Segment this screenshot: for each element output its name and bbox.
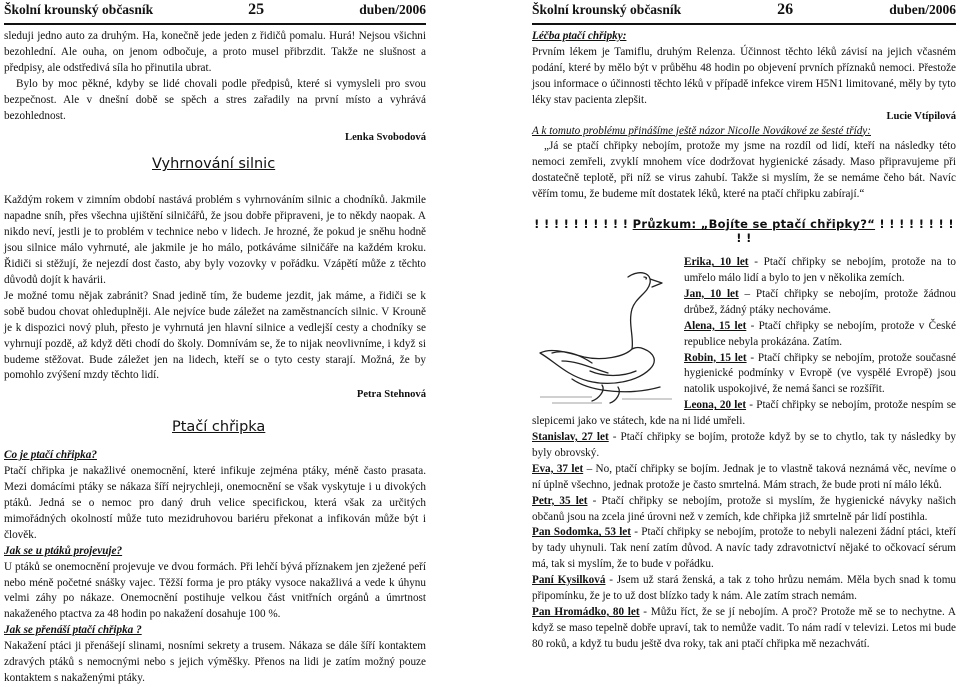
respondent-answer: - Ptačí chřipky se nebojím, protože v České republice nebyla prokázána. Zatím.: [684, 319, 956, 348]
article-snow-paragraph-1: Každým rokem v zimním období nastává problém s vyhrnováním silnic a chodníků. Jakmile napadne sníh, přes všechna ujištění silničářů, že jsou dobře připraveni, je to někdy naopak. A nikdo neví, jestli je to problém v technice nebo v lidech. Je hrozné, že pokud je sněhu hodně jsou silnice málo vyhrnuté, ale jakmile je ho málo, potkáváme silničáře na každém kroku. Řidiči si stěžují, že nejezdí dost často, aby byly vozovky v pořádku. Vzápětí může z těchto důvodů dojít k havárii.: [4, 194, 426, 286]
respondent-answer: - Ptačí chřipky se bojím, protože když by se to chytlo, tak ty následky by byly obrovský.: [532, 431, 956, 459]
article-title-flu: [4, 418, 426, 436]
respondent-answer: - Můžu říct, že se jí nebojím. A proč? Protože mě se to nechytne. A když se maso tepelně dobře upraví, tak to nemůže vadit. To nám radí v televizi. Letos mi bude 80 roků, a když tu budu ještě dva roky, tak ani ptačí chřipka mě nezachvátí.: [532, 606, 956, 650]
respondent-name: Petr, 35 let: [532, 494, 588, 507]
article-snow-paragraph-2: Je možné tomu nějak zabránit? Snad jedině tím, že budeme jezdit, jak máme, a řidiči se k sobě budou chovat ohleduplněji. Ale nejvíce bude záležet na zaměstnancích silnic. V Krouně je k dispozici nový pluh, přesto je vyhrnutá jen hlavní silnice a vedlejší cesty a chodníky se vyhrnují pozdě, až když děti chodí do školy. Domnívám se, že to nijak neovlivníme, i když si budeme stěžovat. Bude záležet jen na lidech, kteří se o tyto cesty starají. Možná, že by pomohlo zvýšení mzdy těchto lidí.: [4, 289, 426, 382]
respondent-name: Eva, 37 let: [532, 462, 584, 475]
respondent-name: Paní Kysilková: [532, 574, 606, 587]
question-symptoms: Jak se u ptáků projevuje?: [4, 544, 123, 557]
page-number: 25: [248, 1, 265, 18]
question-what-is: Co je ptačí chřipka?: [4, 449, 97, 462]
respondent-name: Pan Sodomka, 53 let: [532, 526, 631, 539]
opinion-quote: „Já se ptačí chřipky nebojím, protože my jsme na rozdíl od lidí, kteří na následky této nemoci zemřeli, zvyklí mnohem více dodržovat hygienické zásady. Maso připravujeme při dostatečně teplotě, při níž se virus zahubí. Takže si myslím, že se nemáme čeho bát. Navíc věřím tomu, že budeme mít dostatek léků, které na ptačí chřipku zabírají.“: [532, 140, 956, 201]
respondent-answer: - Ptačí chřipky se nebojím, protože to nebyli nalezeni žádní ptáci, kteří by tady uhynuli. Tak není zatím důvod. A navíc tady zdravotnictví nějaké to očkovací sérum má, tak si myslím, že to bude v pořádku.: [532, 526, 956, 571]
survey-heading: [532, 217, 956, 245]
header-rule-right: [532, 23, 956, 25]
answer-what-is: Ptačí chřipka je nakažlivé onemocnění, které infikuje zejména ptáky, méně často prasata. Mezi domácími ptáky se nákaza šíří nejrychleji, onemocnění se však vyskytuje i u divokých ptáků. Jedná se o nemoc pro daný druh velice specifickou, která však za určitých mimořádných okolností může tuto mezidruhovou bariéru překonat a infikován může být i člověk.: [4, 465, 426, 541]
intro-paragraph-1: sleduji jedno auto za druhým. Ha, konečně jede jeden z řidičů pomalu. Hurá! Nejsou všichni bezohlední. Ale ouha, on jenom odbočuje, a proto musel přibrzdit. Takže ne slušnost a předpisy, ale odstředivá síla ho přinutila ubrat.: [4, 30, 426, 74]
respondent-name: Stanislav, 27 let: [532, 431, 609, 444]
respondent-name: Pan Hromádko, 80 let: [532, 606, 640, 618]
issue-date-right: duben/2006: [889, 2, 956, 17]
author-petra: Petra Stehnová: [356, 389, 426, 401]
page-header-right: [532, 0, 956, 21]
left-page: [0, 0, 434, 684]
header-rule: [4, 23, 426, 25]
answer-symptoms: U ptáků se onemocnění projevuje ve dvou formách. Při lehčí bývá příznakem jen zježené peří nebo méně početné snášky vajec. Těžší forma je pro ptáky vysoce nakažlivá a vede k úhynu velmi záhy po nákaze. Onemocnění postihuje velkou část vnitřních orgánů a úmrtnost nakaženého ptactva za 48 hodin po nakažení dosahuje 100 %.: [4, 560, 426, 621]
article-title-flu-text: Ptačí chřipka: [172, 419, 266, 436]
right-page: [532, 0, 960, 675]
respondent-name: Alena, 15 let: [684, 319, 747, 332]
article-title-snow: [4, 155, 426, 173]
survey-answer: [532, 573, 956, 605]
answer-treatment: Prvním lékem je Tamiflu, druhým Relenza. Účinnost těchto léků závisí na jejich včasném podání, které by mělo být v průběhu 48 hodin po objevení prvních příznaků nemoci. Přestože jsou informace o účinnosti těchto léků v případě infekce virem H5N1 limitované, měly by tyto léky stav pacienta zlepšit.: [532, 45, 956, 106]
respondent-answer: - Ptačí chřipky se nebojím, protože si myslím, že hygienické návyky našich občanů jsou na zcela jiné úrovni než v zemích, kde chřipka již smrtelně pár lidí postihla.: [532, 494, 957, 523]
question-transmission: Jak se přenáší ptačí chřipka ?: [4, 624, 142, 637]
newspaper-title-right: Školní krounský občasník: [532, 2, 682, 17]
respondent-name: Robin, 15 let: [684, 351, 747, 364]
respondent-answer: – Ptačí chřipky se nebojím, protože žádnou drůbež, žádný ptáky nechováme.: [684, 287, 956, 316]
survey-exclaim-right: ! ! ! ! ! ! ! ! ! !: [736, 217, 954, 246]
survey-answer: [532, 605, 956, 653]
survey-answers: [532, 255, 956, 653]
author-lucie: Lucie Vtípilová: [886, 110, 956, 122]
opinion-intro: A k tomuto problému přinášíme ještě názor Nicolle Novákové ze šesté třídy:: [532, 124, 871, 137]
respondent-answer: – No, ptačí chřipky se bojím. Jednak je to vlastně taková neznámá věc, nevíme o ní úplně všechno, jednak protože je často smrtelná. Mám strach, že bude proti ní málo léků.: [532, 462, 956, 491]
survey-answer: [532, 494, 956, 526]
page-header: [4, 0, 426, 21]
question-treatment: Léčba ptačí chřipky:: [532, 30, 627, 42]
respondent-name: Leona, 20 let: [684, 399, 747, 412]
issue-date: duben/2006: [359, 2, 426, 17]
newspaper-title: Školní krounský občasník: [4, 2, 154, 17]
swan-illustration-icon: [532, 257, 678, 407]
page-number-right: 26: [777, 1, 794, 18]
survey-title: Průzkum: „Bojíte se ptačí chřipky?“: [632, 217, 876, 232]
respondent-name: Erika, 10 let: [684, 256, 749, 269]
intro-paragraph-2: Bylo by moc pěkné, kdyby se lidé chovali podle předpisů, které si vymysleli pro svou bezpečnost. Ale v dnešní době se spěch a stres zařadily na první místo a vyhrává bezohlednost.: [4, 77, 426, 122]
article-title-snow-text: Vyhrnování silnic: [152, 156, 276, 173]
survey-answer: [532, 525, 956, 573]
respondent-name: Jan, 10 let: [684, 287, 739, 300]
respondent-answer: - Ptačí chřipky se nebojím, protože na to umřelo málo lidí a bylo to jen v několika zemích.: [684, 256, 957, 284]
answer-transmission: Nakažení ptáci ji přenášejí slinami, nosními sekrety a trusem. Nákaza se dále šíří kontaktem zdravých ptáků s nemocnými nebo s jejich výměšky. Přenos na lidi je zatím možný pouze kontaktem s nakaženými ptáky.: [4, 640, 426, 684]
respondent-answer: - Jsem už stará ženská, a tak z toho hrůzu nemám. Měla bych snad k tomu připomínku, že je to už dost blízko tady k nám. Ale zatím strach nemám.: [532, 574, 956, 603]
respondent-answer: - Ptačí chřipky se nebojím, protože nespím se slepicemi jako ve státech, kde na ni lidé umřeli.: [532, 399, 957, 428]
author-lenka: Lenka Svobodová: [345, 132, 426, 144]
survey-exclaim-left: ! ! ! ! ! ! ! ! ! !: [534, 217, 629, 232]
survey-answer: [532, 430, 956, 462]
respondent-answer: - Ptačí chřipky se nebojím, protože současné hygienické podmínky v Evropě (ve vyspělé Evropě) jsou natolik uspokojivé, že nemá šanci se rozšířit.: [684, 351, 957, 396]
survey-answer: [532, 462, 956, 494]
